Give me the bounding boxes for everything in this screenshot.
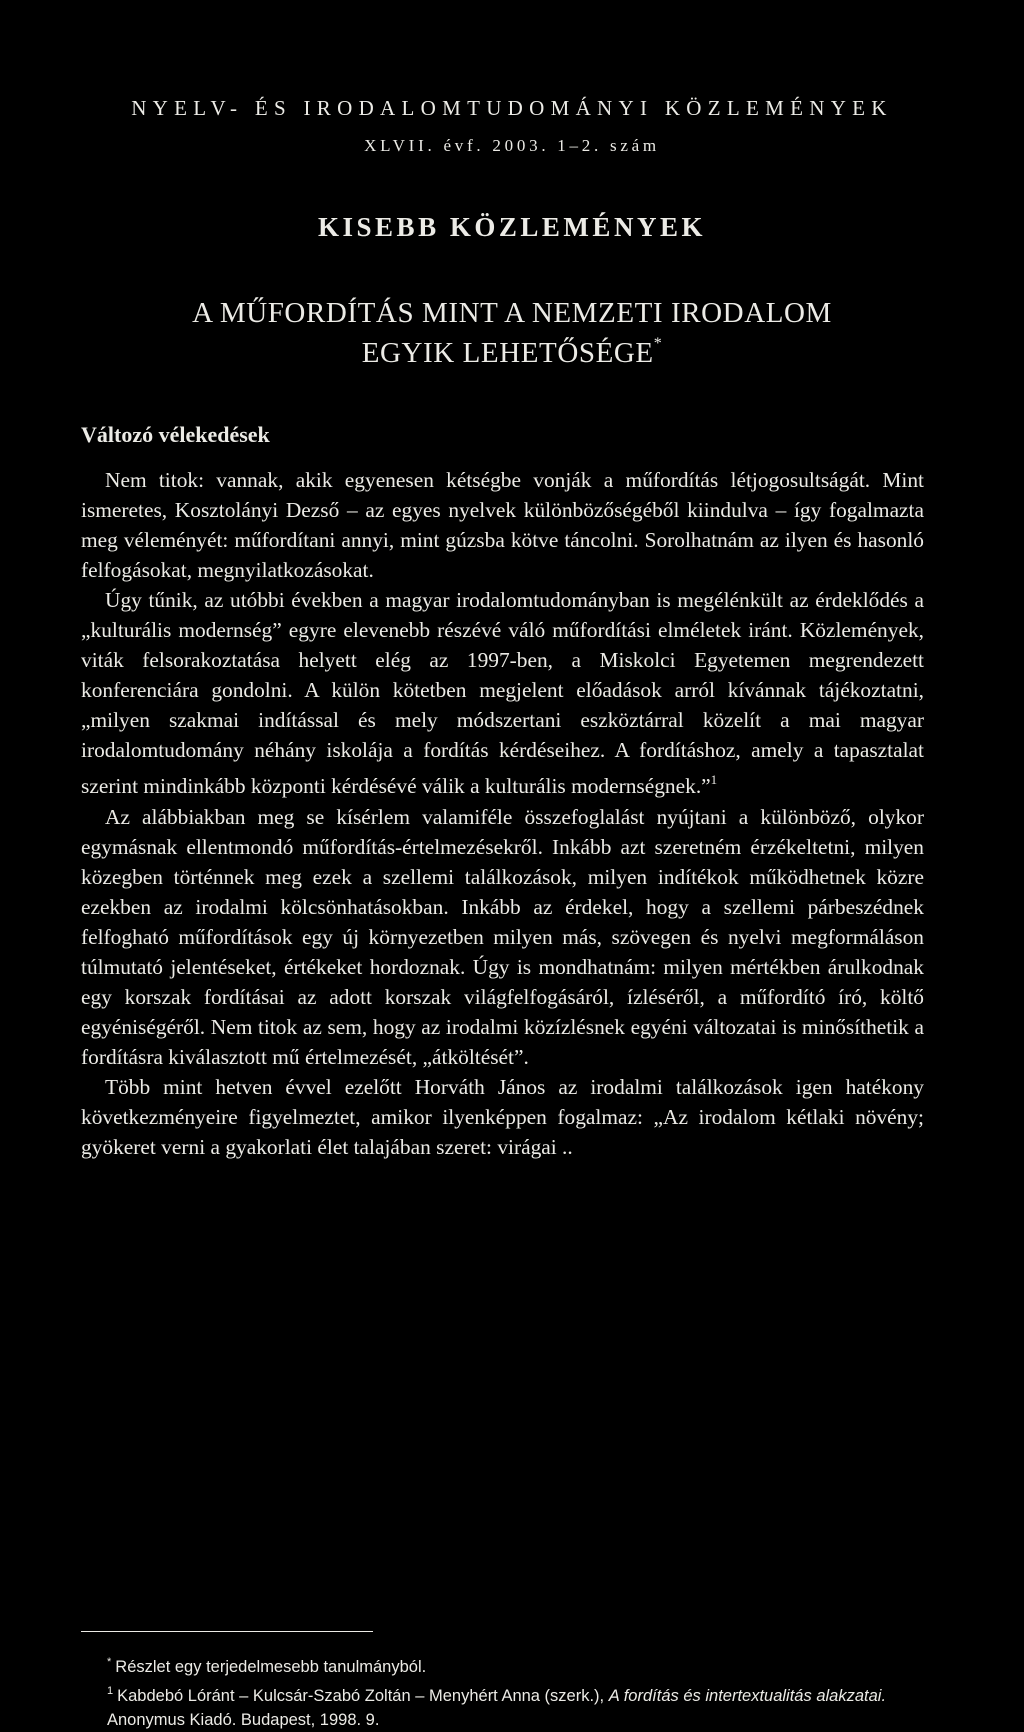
article-body — [81, 465, 924, 1162]
footnote-1-authors: Kabdebó Lóránt – Kulcsár-Szabó Zoltán – Menyhért Anna (szerk.), — [117, 1687, 605, 1705]
footnote-1-title: A fordítás és intertextualitás alakzatai. — [608, 1687, 887, 1705]
journal-title: NYELV- ÉS IRODALOMTUDOMÁNYI KÖZLEMÉNYEK — [131, 96, 893, 120]
footnote-1-mark: 1 — [107, 1685, 114, 1697]
footnote-1 — [81, 1679, 924, 1732]
paragraph-2-text: Úgy tűnik, az utóbbi években a magyar irodalomtudományban is megélénkült az érdeklődés a „kulturális modernség” egyre elevenebb részévé váló műfordítási elméletek iránt. Közlemények, viták felsorakoztatása helyett elég az 1997-ben, a Miskolci Egyetemen megrendezett konferenciára gondolni. A külön kötetben megjelent előadások arról kívánnak tájékoztatni, „milyen szakmai indítással és mely módszertani eszköztárral közelít a mai magyar irodalomtudomány néhány iskolája a fordítás kérdéseihez. A fordításhoz, amely a tapasztalat szerint mindinkább központi kérdésévé válik a kulturális modernségnek.” — [81, 588, 924, 799]
article-title-line-1: A MŰFORDÍTÁS MINT A NEMZETI IRODALOM — [192, 297, 832, 329]
paragraph-4: Több mint hetven évvel ezelőtt Horváth János az irodalmi találkozások igen hatékony következményeire figyelmeztet, amikor ilyenképpen fogalmaz: „Az irodalom kétlaki növény; gyökeret verni a gyakorlati élet talajában szeret: virágai .. — [81, 1074, 924, 1160]
footnote-1-publisher: Anonymus Kiadó. Budapest, 1998. 9. — [107, 1711, 380, 1729]
section-heading: KISEBB KÖZLEMÉNYEK — [317, 212, 706, 242]
footnotes — [81, 1650, 924, 1732]
title-footnote-mark[interactable]: * — [653, 335, 663, 352]
footnote-star-text: Részlet egy terjedelmesebb tanulmányból. — [115, 1658, 427, 1676]
footnote-ref-1[interactable]: 1 — [710, 772, 718, 788]
article-title-text: EGYIK LEHETŐSÉGE — [361, 337, 654, 369]
issue-info: XLVII. évf. 2003. 1–2. szám — [364, 136, 660, 155]
footnote-star-mark: * — [107, 1656, 112, 1668]
footnote-star — [81, 1650, 924, 1679]
footnote-divider — [81, 1631, 373, 1632]
paragraph-3: Az alábbiakban meg se kísérlem valamiféle összefoglalást nyújtani a különböző, olykor egymásnak ellentmondó műfordítás-értelmezésekről. Inkább azt szeretném érzékeltetni, milyen közegben történnek meg ezek a szellemi találkozások, milyen indítékok működhetnek közre ezekben az irodalmi kölcsönhatásokban. Inkább az érdekel, hogy a szellemi párbeszédnek felfogható műfordítások egy új környezetben milyen más, szövegen és nyelvi megformáláson túlmutató jelentéseket, értékeket hordoznak. Úgy is mondhatnám: milyen mértékben árulkodnak egy korszak fordításai az adott korszak világfelfogásáról, ízléséről, a műfordító író, költő egyéniségéről. Nem titok az sem, hogy az irodalmi közízlésnek egyéni változatai is minősíthetik a fordításra kiválasztott mű értelmezését, „átköltését”. — [81, 804, 924, 1069]
paragraph-2 — [81, 585, 924, 801]
article-title-line-2 — [0, 335, 1024, 370]
paragraph-1: Nem titok: vannak, akik egyenesen kétségbe vonják a műfordítás létjogosultságát. Mint ismeretes, Kosztolányi Dezső – az egyes nyelvek különbözőségéből kiindulva – így fogalmazta meg véleményét: műfordítani annyi, mint gúzsba kötve táncolni. Sorolhatnám az ilyen és hasonló felfogásokat, megnyilatkozásokat. — [81, 468, 924, 583]
subheading: Változó vélekedések — [81, 422, 270, 447]
